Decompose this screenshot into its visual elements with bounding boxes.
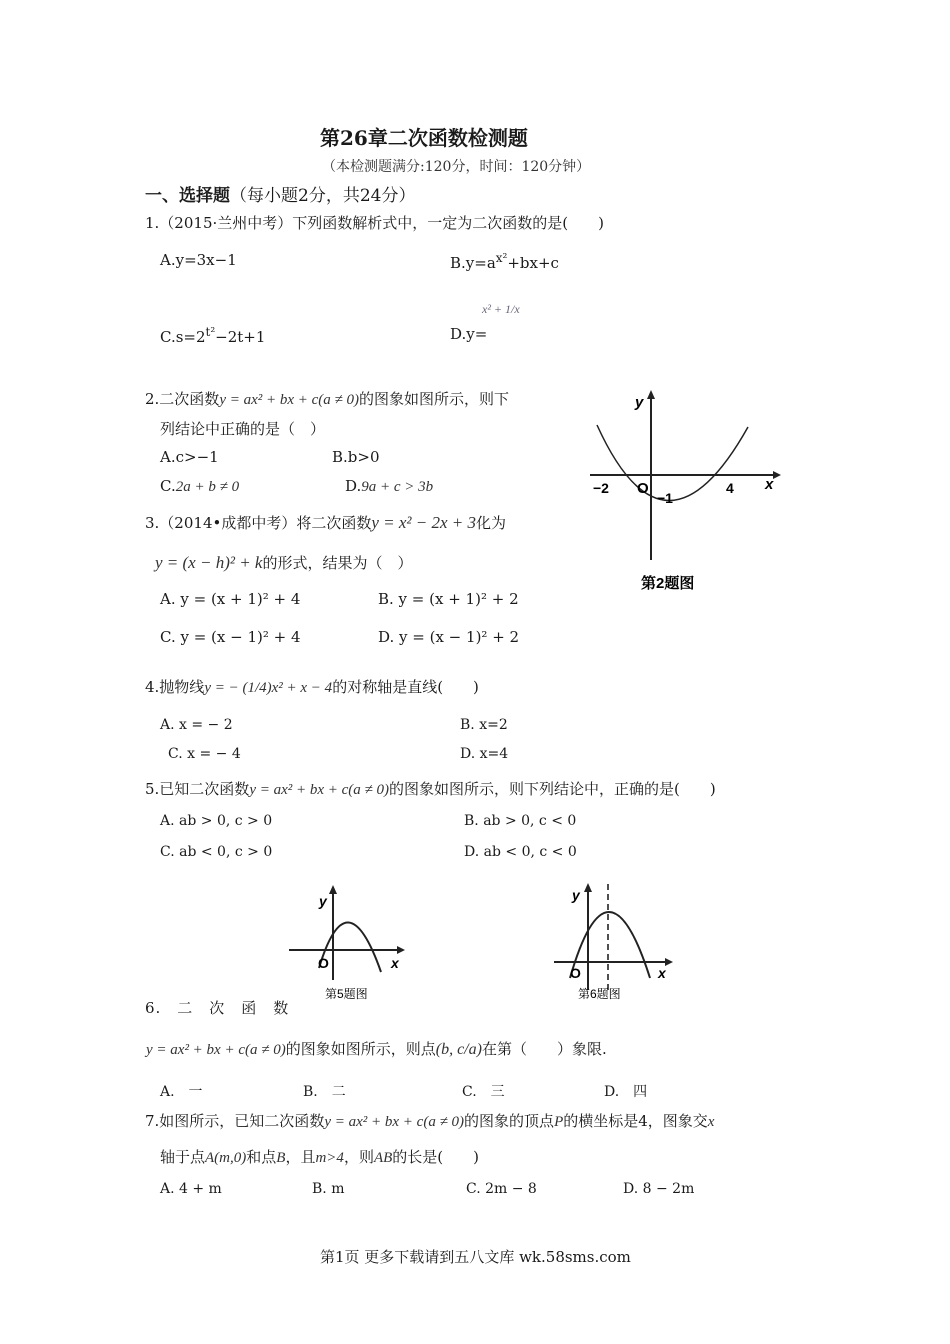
q5-stem-math: y = ax² + bx + c(a ≠ 0) — [249, 782, 390, 798]
q7-line2-pre: 轴于点 — [160, 1148, 206, 1166]
question-6-stem — [146, 1038, 607, 1059]
question-7-line2 — [160, 1146, 479, 1167]
question-1-stem: 1.（2015·兰州中考）下列函数解析式中，一定为二次函数的是( ) — [145, 214, 604, 232]
q5-y-arrow — [329, 885, 337, 894]
q6-option-d: D. 四 — [604, 1084, 648, 1100]
q2-x-label: x — [765, 476, 774, 493]
page-footer: 第1页 更多下载请到五八文库 wk.58sms.com — [320, 1248, 631, 1266]
q5-option-c: C. ab < 0, c > 0 — [160, 844, 273, 860]
q5-x-arrow — [397, 946, 405, 954]
q2-y-label: y — [635, 394, 644, 411]
q7-option-d: D. 8 − 2m — [623, 1181, 695, 1197]
q3-option-d: D. y = (x − 1)² + 2 — [378, 628, 520, 646]
q6-y-arrow — [584, 883, 592, 892]
q7-line2-mid: 和点 — [246, 1148, 277, 1166]
q5-origin: O — [318, 955, 329, 971]
q3-line2-post: 的形式，结果为（ ） — [262, 554, 413, 572]
q2-option-a: A.c>−1 — [160, 448, 219, 466]
q6-stem-math: y = ax² + bx + c(a ≠ 0) — [146, 1042, 286, 1058]
q7-line2-ab: AB — [373, 1150, 393, 1166]
q3-stem-post: 化为 — [476, 514, 507, 532]
q6-stem-post: 的图象如图所示，则点 — [285, 1040, 436, 1058]
section-heading — [145, 181, 415, 206]
q4-stem-math: y = − (1/4)x² + x − 4 — [204, 680, 333, 696]
question-3-stem — [145, 512, 506, 533]
q1-c-rest: −2t+1 — [215, 328, 266, 346]
q2-stem-post: 的图象如图所示，则下 — [359, 390, 510, 408]
q7-stem-math: y = ax² + bx + c(a ≠ 0) — [324, 1114, 465, 1130]
q5-x-label: x — [391, 955, 399, 971]
q2-x-arrow — [773, 471, 781, 479]
q1-option-a: A.y=3x−1 — [160, 251, 237, 269]
question-4-stem — [145, 676, 479, 697]
q3-option-c: C. y = (x − 1)² + 4 — [160, 628, 301, 646]
q7-line2-mid2: ，且 — [285, 1148, 316, 1166]
q2-stem-line2: 列结论中正确的是（ ） — [160, 420, 326, 438]
q7-line2-a: A(m,0) — [205, 1150, 247, 1166]
q7-line2-end: 的长是( ) — [392, 1148, 479, 1166]
q2-tick-neg2: −2 — [593, 480, 609, 496]
q5-option-a: A. ab > 0, c > 0 — [160, 813, 273, 829]
q3-stem-math: y = x² − 2x + 3 — [371, 513, 476, 532]
q6-point-math: (b, c/a) — [435, 1041, 482, 1058]
q3-line2-math: y = (x − h)² + k — [155, 553, 263, 572]
q3-option-b: B. y = (x + 1)² + 2 — [378, 590, 519, 608]
q7-line2-cond: m>4 — [315, 1150, 344, 1166]
q7-line2-b: B — [276, 1150, 286, 1166]
q2-figure — [585, 385, 785, 595]
q5-caption: 第5题图 — [325, 987, 368, 1001]
q1-option-b — [450, 251, 559, 272]
q2-d-label: D. — [345, 477, 362, 495]
q6-option-a: A. 一 — [160, 1084, 203, 1100]
question-7-stem — [145, 1110, 714, 1131]
q3-stem-line2 — [155, 552, 413, 573]
q2-option-d — [345, 477, 433, 496]
question-2-stem — [145, 388, 509, 409]
q2-stem-pre: 2.二次函数 — [145, 390, 220, 408]
q2-stem-math: y = ax² + bx + c(a ≠ 0) — [219, 392, 360, 408]
q4-option-c: C. x = − 4 — [168, 746, 241, 762]
q6-option-b: B. 二 — [303, 1084, 346, 1100]
q4-option-a: A. x = − 2 — [160, 717, 233, 733]
q2-caption: 第2题图 — [641, 575, 695, 592]
q6-option-c: C. 三 — [462, 1084, 505, 1100]
section-label: 一、选择题 — [145, 186, 230, 206]
section-note: （每小题2分，共24分） — [230, 186, 416, 206]
q1-c-base: C.s=2 — [160, 328, 206, 346]
q1-d-expression: x² + 1/x — [482, 302, 520, 316]
q2-tick-neg1: −1 — [657, 490, 673, 506]
subtitle: （本检测题满分:120分，时间：120分钟） — [322, 159, 591, 175]
q1-b-base: B.y=a — [450, 254, 496, 272]
q5-stem-post: 的图象如图所示，则下列结论中，正确的是( ) — [389, 780, 716, 798]
q4-option-b: B. x=2 — [460, 717, 508, 733]
q6-parabola — [570, 912, 650, 978]
q7-stem-pre: 7.如图所示，已知二次函数 — [145, 1112, 325, 1130]
q1-b-exponent: x² — [495, 251, 508, 265]
q7-stem-mid: 的图象的顶点 — [464, 1112, 555, 1130]
q2-y-arrow — [647, 390, 655, 399]
q6-y-label: y — [572, 887, 580, 903]
q2-option-b: B.b>0 — [332, 448, 380, 466]
q5-stem-pre: 5.已知二次函数 — [145, 780, 250, 798]
q7-option-a: A. 4 + m — [160, 1181, 222, 1197]
q1-option-d: D.y= — [450, 325, 488, 343]
q2-c-label: C. — [160, 477, 176, 495]
q6-x-label: x — [658, 965, 666, 981]
q7-stem-x: x — [707, 1114, 715, 1130]
q6-figure — [550, 878, 680, 1004]
q5-option-d: D. ab < 0, c < 0 — [464, 844, 577, 860]
q2-c-math: 2a + b ≠ 0 — [175, 479, 240, 495]
q2-tick-4: 4 — [726, 480, 734, 496]
q7-stem-p: P — [554, 1114, 564, 1130]
q5-figure — [285, 880, 415, 1004]
q6-stem-end: 在第（ ）象限. — [481, 1040, 607, 1058]
q7-line2-mid3: ，则 — [343, 1148, 374, 1166]
q2-d-math: 9a + c > 3b — [361, 479, 434, 495]
q4-stem-pre: 4.抛物线 — [145, 678, 205, 696]
q1-b-rest: +bx+c — [507, 254, 559, 272]
question-5-stem — [145, 778, 716, 799]
q4-option-d: D. x=4 — [460, 746, 509, 762]
q7-option-b: B. m — [312, 1181, 345, 1197]
question-6-stem-line1: 6. 二 次 函 数 — [145, 999, 290, 1017]
q1-option-c — [160, 325, 265, 346]
q6-x-arrow — [665, 958, 673, 966]
q5-y-label: y — [319, 893, 327, 909]
q6-origin: O — [570, 965, 581, 981]
q2-origin: O — [637, 480, 649, 497]
q1-c-exponent: t² — [205, 325, 216, 339]
q5-option-b: B. ab > 0, c < 0 — [464, 813, 577, 829]
q7-option-c: C. 2m − 8 — [466, 1181, 537, 1197]
q6-caption: 第6题图 — [578, 987, 621, 1001]
q2-option-c — [160, 477, 239, 496]
q4-stem-post: 的对称轴是直线( ) — [332, 678, 479, 696]
q3-option-a: A. y = (x + 1)² + 4 — [160, 590, 301, 608]
page-title: 第26章二次函数检测题 — [320, 126, 528, 150]
q3-stem-pre: 3.（2014•成都中考）将二次函数 — [145, 514, 372, 532]
q7-stem-post: 的横坐标是4，图象交 — [563, 1112, 708, 1130]
